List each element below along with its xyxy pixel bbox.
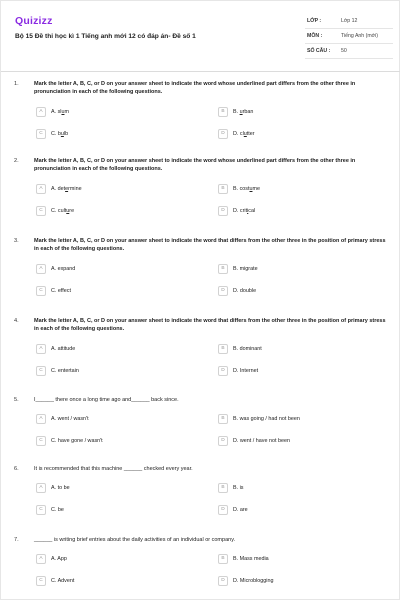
meta-key: MÔN :	[307, 33, 323, 39]
option-letter-box[interactable]: C	[36, 505, 46, 515]
option-letter-box[interactable]: B	[218, 107, 228, 117]
option-text: D. double	[233, 288, 257, 294]
option-label	[51, 556, 67, 562]
question-number: 2.	[14, 158, 19, 164]
option-letter-box[interactable]: A	[36, 483, 46, 493]
option-text: A. App	[51, 556, 67, 562]
underlined-part: u	[243, 131, 247, 137]
option-letter-box[interactable]: A	[36, 264, 46, 274]
option-label	[233, 131, 255, 137]
question-number: 1.	[14, 81, 19, 87]
question-number: 5.	[14, 397, 19, 403]
option-letter-box[interactable]: D	[218, 436, 228, 446]
option-text: A. attitude	[51, 346, 76, 352]
option-label	[233, 288, 256, 294]
option-text-suffix: cal	[248, 208, 256, 214]
underlined-part: u	[249, 186, 253, 192]
option-label	[233, 208, 255, 214]
worksheet-header	[1, 1, 400, 71]
option-letter-box[interactable]: C	[36, 129, 46, 139]
quizizz-logo[interactable]: Quizizz	[15, 15, 53, 27]
option-label	[233, 507, 248, 513]
option-text-suffix: re	[69, 208, 75, 214]
option-label	[51, 578, 74, 584]
meta-value: Lớp 12	[341, 18, 358, 24]
option-text: A. went / wasn't	[51, 416, 89, 422]
question-text: ______ is writing brief entries about the daily activities of an individual or company.	[34, 537, 236, 543]
option-label	[233, 266, 258, 272]
underlined-part: i	[247, 208, 249, 214]
option-letter-box[interactable]: B	[218, 264, 228, 274]
option-text: A. to be	[51, 485, 70, 491]
underlined-part: u	[66, 208, 70, 214]
option-letter-box[interactable]: D	[218, 206, 228, 216]
option-text-suffix: m	[64, 109, 69, 115]
option-letter-box[interactable]: A	[36, 107, 46, 117]
option-text-suffix: lb	[63, 131, 69, 137]
option-letter-box[interactable]: C	[36, 286, 46, 296]
option-text-suffix: me	[252, 186, 260, 192]
option-letter-box[interactable]: C	[36, 206, 46, 216]
option-letter-box[interactable]: D	[218, 366, 228, 376]
question-text: I______ there once a long time ago and______ back since.	[34, 397, 179, 403]
option-label	[233, 578, 273, 584]
option-letter-box[interactable]: B	[218, 483, 228, 493]
question-text: Mark the letter A, B, C, or D on your answer sheet to indicate the word that differs from the other three in the position of primary stress in each of the following questions.	[34, 238, 386, 252]
meta-row-subject	[305, 29, 393, 44]
meta-row-question-count	[305, 44, 393, 59]
option-label	[233, 556, 269, 562]
option-label	[233, 485, 243, 491]
option-label	[233, 346, 262, 352]
question-number: 7.	[14, 537, 19, 543]
option-text-suffix: rban	[242, 109, 254, 115]
option-label	[233, 186, 260, 192]
option-text: C. be	[51, 507, 64, 513]
meta-value: 50	[341, 48, 347, 54]
option-text: C. have gone / wasn't	[51, 438, 103, 444]
option-label	[51, 266, 75, 272]
option-letter-box[interactable]: D	[218, 286, 228, 296]
option-label	[51, 288, 71, 294]
option-text: B. cost	[233, 186, 250, 192]
option-text: D. went / have not been	[233, 438, 290, 444]
option-letter-box[interactable]: A	[36, 344, 46, 354]
option-label	[233, 368, 258, 374]
option-label	[51, 438, 103, 444]
option-text: B.	[233, 109, 240, 115]
option-label	[51, 368, 79, 374]
option-text-suffix: tter	[246, 131, 255, 137]
option-text: B. is	[233, 485, 244, 491]
option-text: B. Mass media	[233, 556, 269, 562]
option-letter-box[interactable]: B	[218, 414, 228, 424]
header-divider	[1, 71, 400, 72]
option-text: B. migrate	[233, 266, 258, 272]
option-text: C. effect	[51, 288, 71, 294]
option-letter-box[interactable]: D	[218, 576, 228, 586]
option-letter-box[interactable]: C	[36, 436, 46, 446]
option-letter-box[interactable]: A	[36, 184, 46, 194]
worksheet-meta	[305, 14, 393, 59]
option-letter-box[interactable]: D	[218, 129, 228, 139]
option-text: C. Advent	[51, 578, 75, 584]
question-text: Mark the letter A, B, C, or D on your answer sheet to indicate the word that differs from the other three in the position of primary stress in each of the following questions.	[34, 318, 386, 332]
option-label	[51, 109, 69, 115]
option-letter-box[interactable]: A	[36, 414, 46, 424]
option-label	[233, 416, 300, 422]
option-letter-box[interactable]: D	[218, 505, 228, 515]
option-text-suffix: rmine	[68, 186, 82, 192]
question-text: Mark the letter A, B, C, or D on your answer sheet to indicate the word whose underlined part differs from the other three in pronunciation in each of the following questions.	[34, 81, 356, 95]
option-text: A. det	[51, 186, 66, 192]
option-label	[51, 131, 68, 137]
meta-value: Tiếng Anh (mới)	[341, 33, 378, 39]
underlined-part: e	[65, 186, 69, 192]
meta-key: SỐ CÂU :	[307, 48, 331, 54]
option-label	[51, 416, 89, 422]
meta-row-class	[305, 14, 393, 29]
option-text: C. entertain	[51, 368, 79, 374]
option-text: D. crit	[233, 208, 248, 214]
underlined-part: u	[61, 109, 65, 115]
question-number: 4.	[14, 318, 19, 324]
question-number: 6.	[14, 466, 19, 472]
option-text: D. Internet	[233, 368, 259, 374]
meta-key: LỚP :	[307, 18, 322, 24]
option-text: C. cult	[51, 208, 67, 214]
worksheet-title: Bộ 15 Đề thi học kì 1 Tiếng anh mới 12 có đáp án- Đề số 1	[15, 33, 196, 40]
option-label	[51, 208, 74, 214]
option-label	[51, 507, 64, 513]
option-text: D. cl	[233, 131, 244, 137]
option-text: D. Microblogging	[233, 578, 274, 584]
option-letter-box[interactable]: C	[36, 576, 46, 586]
option-label	[233, 438, 290, 444]
option-letter-box[interactable]: A	[36, 554, 46, 564]
option-text: D. are	[233, 507, 248, 513]
option-label	[233, 109, 253, 115]
underlined-part: u	[239, 109, 243, 115]
option-text: B. was going / had not been	[233, 416, 300, 422]
option-text: A. sl	[51, 109, 62, 115]
question-number: 3.	[14, 238, 19, 244]
question-text: It is recommended that this machine ______ checked every year.	[34, 466, 193, 472]
option-letter-box[interactable]: B	[218, 344, 228, 354]
option-label	[51, 485, 70, 491]
underlined-part: u	[60, 131, 64, 137]
option-text: C. b	[51, 131, 61, 137]
option-letter-box[interactable]: C	[36, 366, 46, 376]
question-text: Mark the letter A, B, C, or D on your answer sheet to indicate the word whose underlined part differs from the other three in pronunciation in each of the following questions.	[34, 158, 356, 172]
option-label	[51, 346, 75, 352]
option-text: A. expand	[51, 266, 76, 272]
option-letter-box[interactable]: B	[218, 554, 228, 564]
option-label	[51, 186, 82, 192]
option-letter-box[interactable]: B	[218, 184, 228, 194]
option-text: B. dominant	[233, 346, 262, 352]
